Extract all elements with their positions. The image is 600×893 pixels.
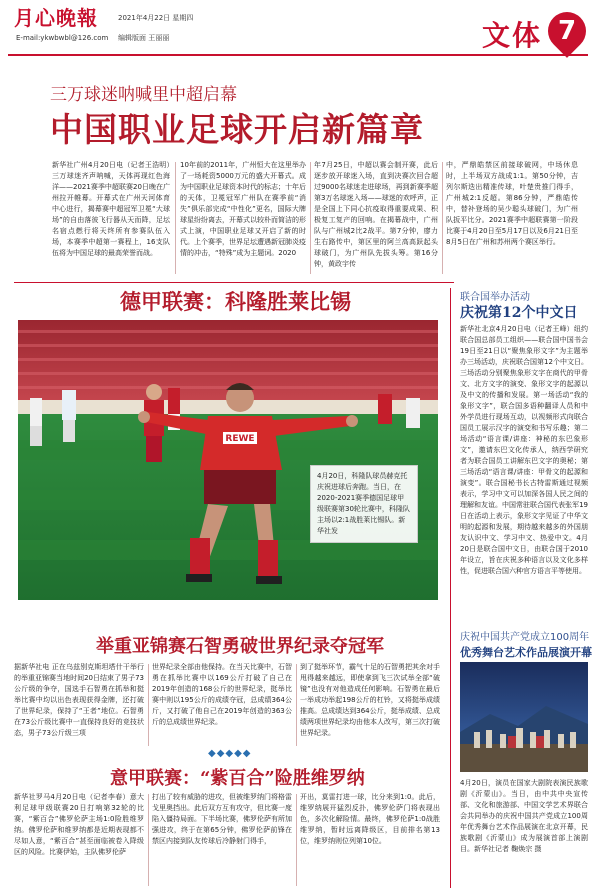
column-divider: [175, 162, 176, 274]
serie-a-column-1: 新华社罗马4月20日电（记者李春）意大利足球甲级联赛20日打响第32轮的比赛，“紫百合”佛罗伦萨主场1:0险胜维罗纳。佛罗伦萨和维罗纳都是近期表现都不尽如人意，“紫百合”甚至面临被卷入降级区的风险。比赛伊始，主队佛罗伦萨: [14, 793, 144, 856]
opera-stage-photo: [460, 662, 588, 772]
lead-kicker: 三万球迷呐喊里中超启幕: [50, 85, 237, 105]
lead-column-2: 10年前的2011年，广州恒大在这里举办了一场耗资5000万元的盛大开幕式。成为中国职业足球资本时代的标志；十年后的天体，卫冕冠军广州队在赛季前“消失”俱乐部完成“中性化”更名，国际大牌球星纷纷离去，开幕式以较朴而简洁的形式上演，中国职业足球又开启了新的时代。上个赛季，世界足坛遭遇新冠肺炎疫情的冲击，“特殊”成为主题词。2020: [180, 161, 306, 257]
column-divider: [296, 794, 297, 886]
jersey-sponsor-text: REWE: [225, 434, 255, 444]
culture-body: 新华社北京4月20日电（记者王峰）纽约联合国总部员工组织——联合国中国书会19日至21日以“聚焦象形文字”为主题举办三场活动，庆祝联合国第12个中文日。三场活动分别聚焦象形文字在商代的甲骨文、北方文字的演变、象形文字的起源以及中文的传播和发展。第一场活动“我的象形文字”，联合国多语种翻译人员和中外学员进行现场互动，以视频形式向联合国员工展示汉字的演变和书写乐趣；第二场活动“语言课/讲座：神秘的东巴象形文”，邀请东巴文化传承人，纳西学研究者为联合国员工讲解东巴文字的奥秘；第三场活动“语言课/讲座：甲骨文的起源和演变”。联合国秘书长古特雷斯通过视频表示，学习中文可以加深各国人民之间的理解和友谊。中国常驻联合国代表张军19日在活动上表示，象形文字见证了中华文明的起源和发展，期待越来越多的外国朋友认识中文、学习中文、热爱中文。4月20日是联合国中文日，由联合国于2010年设立，旨在庆祝多种语言以及文化多样性，促进联合国六种官方语言平等使用。: [460, 325, 588, 575]
column-divider: [148, 664, 149, 746]
lead-column-3: 年7月25日，中超以赛会制开赛，此后逐步放开球迷入场，直到决赛次回合超过9000名球迷走进球场，再到新赛季超第3万名球迷入场——球迷的欢呼声，正是全国上下同心抗疫取得重要成果、积极复工复产的回响。在揭幕战中，广州队与广州城2比2战平。第7分钟，廖力生右路传中，第区里的阿兰高高跃起头球破门，为广州队先拔头筹。第16分钟，黄政宇传: [314, 161, 438, 268]
masthead-rule: [8, 54, 588, 56]
section-rule: [14, 282, 454, 283]
column-divider: [296, 664, 297, 746]
serie-a-column-3: 开出，莫雷打进一球，比分来到1:0。此后，维罗纳展开猛烈反扑，佛罗伦萨门将表现出色，多次化解险情。最终，佛罗伦萨1:0战胜维罗纳，暂时远离降级区，目前排名第13位，维罗纳则位列第10位。: [300, 793, 440, 845]
weightlifting-column-3: 到了挺举环节，霸气十足的石智勇把其余对手甩得越来越远，即使拿到飞三次试举全部“破镜”也没有对他造成任何影响。石智勇在最后一举成功举起198公斤的杠铃，又将挺举成绩推高。总成绩达到364公斤，挺举成绩、总成绩两项世界纪录均由他本人改写，第三次打破世界纪录。: [300, 663, 440, 737]
editor-line: 编辑版面 王丽丽: [118, 34, 170, 42]
column-divider: [310, 162, 311, 274]
column-divider: [442, 162, 443, 274]
newspaper-logo: 月心晚報: [14, 6, 98, 30]
contact-email: E-mail:ykwbwbl@126.com: [16, 34, 109, 42]
culture-title: 庆祝第12个中文日: [460, 305, 578, 321]
exhibition-title: 优秀舞台艺术作品展演开幕: [460, 646, 592, 659]
photo-caption: 4月20日，科隆队球员赫克托庆祝进球后奔跑。当日，在2020-2021赛季德国足球甲级联赛第30轮比赛中，科隆队主场以2:1战胜莱比锡队。新华社发: [310, 465, 418, 543]
weightlifting-column-2: 世界纪录全部由他保持。在当天比赛中，石智勇在抓举比赛中以169公斤打破了自己在2019年创造的168公斤的世界纪录，挺举比赛中则以195公斤的成绩夺冠，总成绩364公斤，又打破了他自己在2019年创造的363公斤的总成绩世界纪录。: [152, 663, 292, 726]
page-number: 7: [557, 16, 577, 46]
column-divider: [148, 794, 149, 886]
exhibition-kicker: 庆祝中国共产党成立100周年: [460, 632, 590, 643]
ornament-divider: ◆◆◆◆◆: [208, 748, 252, 759]
issue-date: 2021年4月22日 星期四: [118, 14, 194, 22]
match-photo: [18, 320, 438, 600]
page-number-badge: [540, 4, 594, 58]
serie-a-column-2: 打出了较有威胁的进攻，但被维罗纳门将格雷戈里奥挡出。此后双方互有攻守，但比赛一度陷入僵持局面。下半场比赛，佛罗伦萨有所加强进攻，终于在第65分钟，佛罗伦萨前锋在禁区内接到队友传球后冷静射门得手，: [152, 793, 292, 845]
lead-column-1: 新华社广州4月20日电（记者王浩明）三万球迷齐声呐喊，天体再现红色海洋——2021赛季中超联赛20日晚在广州拉开帷幕。开幕式在广州天河体育中心进行，揭幕赛中超冠军卫冕“大球场”的自由落彼飞行器从天而降，足坛名宿点燃行将天终所有参赛队伍入场，本赛季中超第一赛程上，16支队伍将为中国足球的最高荣誉而战。: [52, 161, 170, 257]
football-player-photo: [18, 320, 438, 600]
sidebar-divider: [450, 288, 451, 888]
weightlifting-column-1: 据新华社电 正在乌兹别克斯坦塔什干举行的举重亚锦赛当地时间20日结束了男子73公斤级的争夺，国选手石智勇在抓举和挺举比赛中均以出色表现获得金牌，还打破了世界纪录，保持了“王者”地位。石智勇在73公斤级比赛中一直保持良好的竞技状态，男子73公斤级三项: [14, 663, 144, 737]
lead-column-4: 中，严鼎皓禁区前接球破网，中场休息时，上半场双方战成1:1。第50分钟，吉列尔斯迭出精准传球，叶楚贵推门得手，广州城2:1反超。第86分钟，严鼎皓传中，替补登场的吴少聪头球破门，为广州队扳平比分。2021赛季中超联赛第一阶段比赛于4月20日至5月17日以及6月21日至8月5日在广州和苏州两个赛区举行。: [446, 161, 578, 246]
stage-photo: [460, 662, 588, 772]
bundesliga-title: 德甲联赛：科隆胜莱比锡: [120, 289, 351, 314]
culture-kicker: 联合国举办活动: [460, 292, 530, 303]
weightlifting-title: 举重亚锦赛石智勇破世界纪录夺冠军: [96, 636, 384, 657]
lead-headline: 中国职业足球开启新篇章: [50, 110, 424, 149]
exhibition-body: 4月20日，演员在国家大剧院表演民族歌剧《沂蒙山》。当日，由中共中央宣传部、文化和旅游部、中国文学艺术界联合会共同举办的庆祝中国共产党成立100周年优秀舞台艺术作品展演在北京开幕，民族歌剧《沂蒙山》成为展演首部上演剧目。新华社记者 鞠焕宗 摄: [460, 779, 588, 853]
serie-a-title: 意甲联赛：“紫百合”险胜维罗纳: [110, 768, 365, 789]
section-name: 文体: [482, 19, 543, 52]
